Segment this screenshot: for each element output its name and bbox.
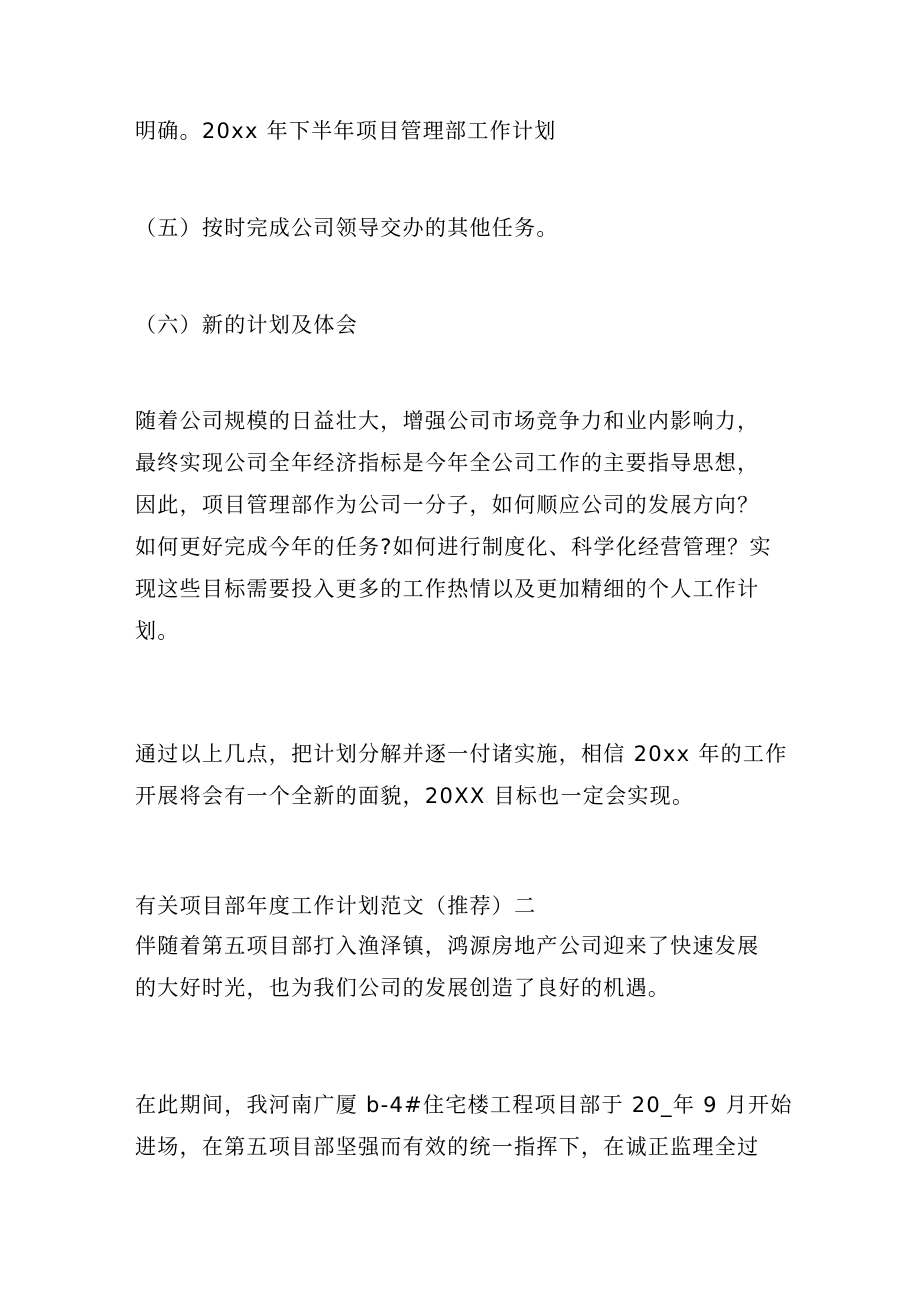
text-line: 随着公司规模的日益壮大，增强公司市场竞争力和业内影响力， — [135, 409, 760, 433]
paragraph-conclusion — [135, 733, 795, 817]
text-line: （五）按时完成公司领导交办的其他任务。 — [135, 216, 559, 240]
section-heading: 有关项目部年度工作计划范文（推荐）二 — [135, 894, 537, 918]
paragraph-intro-fragment — [135, 110, 795, 152]
text-line: （六）新的计划及体会 — [135, 313, 358, 337]
paragraph-item-six-heading — [135, 304, 795, 346]
text-line: 在此期间，我河南广厦 b-4#住宅楼工程项目部于 20_年 9 月开始 — [135, 1093, 793, 1117]
text-line: 伴随着第五项目部打入渔泽镇，鸿源房地产公司迎来了快速发展 — [135, 934, 760, 958]
text-line: 明确。20xx 年下半年项目管理部工作计划 — [135, 119, 557, 143]
text-line: 因此，项目管理部作为公司一分子，如何顺应公司的发展方向？ — [135, 493, 760, 517]
paragraph-section-two — [135, 888, 795, 1009]
text-line: 的大好时光，也为我们公司的发展创造了良好的机遇。 — [135, 976, 671, 1000]
text-line: 如何更好完成今年的任务?如何进行制度化、科学化经营管理？实 — [135, 535, 772, 559]
paragraph-item-five — [135, 207, 795, 249]
text-line: 进场，在第五项目部坚强而有效的统一指挥下，在诚正监理全过 — [135, 1135, 760, 1159]
text-line: 开展将会有一个全新的面貌，20XX 目标也一定会实现。 — [135, 784, 695, 808]
text-line: 最终实现公司全年经济指标是今年全公司工作的主要指导思想， — [135, 451, 760, 475]
text-line: 通过以上几点，把计划分解并逐一付诸实施，相信 20xx 年的工作 — [135, 742, 788, 766]
text-line: 划。 — [135, 619, 180, 643]
paragraph-project-entry — [135, 1084, 795, 1168]
text-line: 现这些目标需要投入更多的工作热情以及更加精细的个人工作计 — [135, 577, 760, 601]
paragraph-company-growth — [135, 400, 795, 652]
